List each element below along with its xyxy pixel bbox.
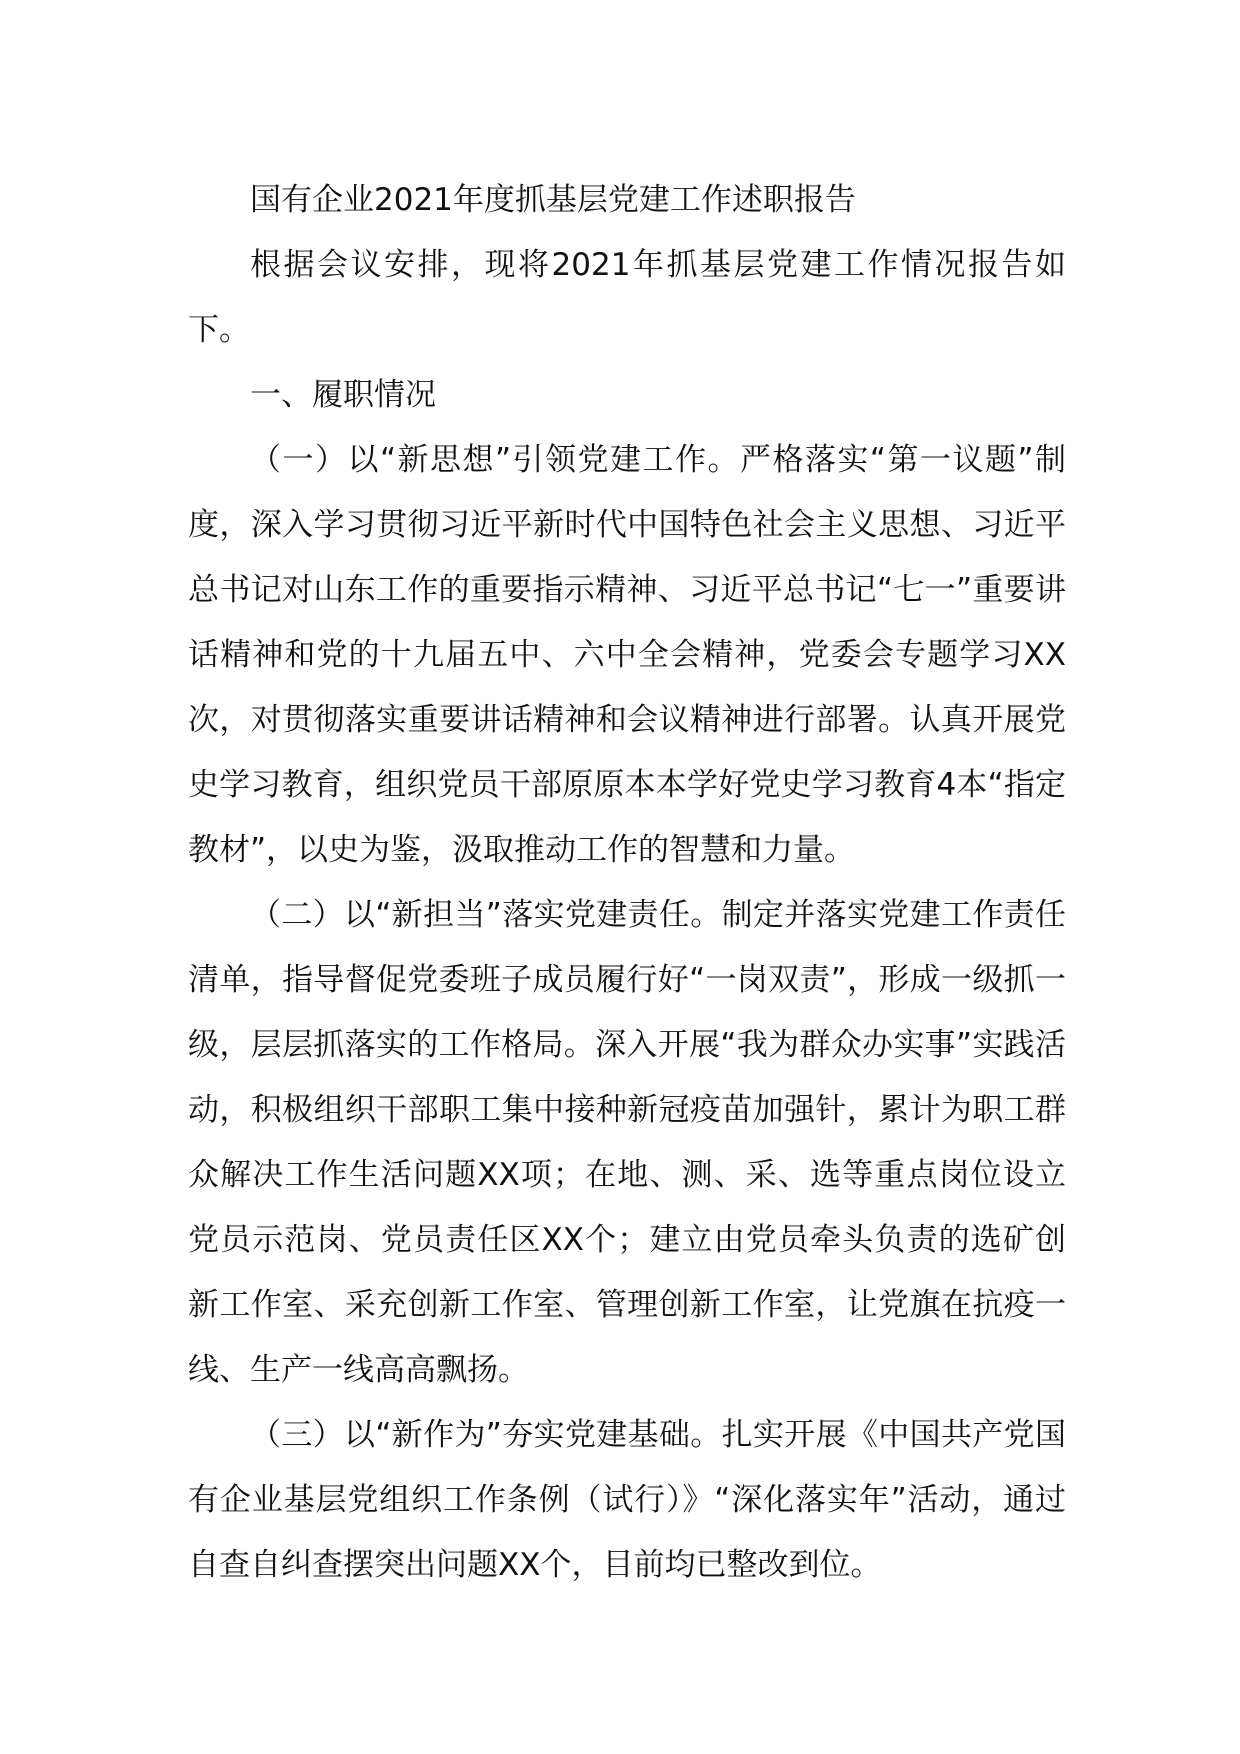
- body-paragraph-3: （三）以“新作为”夯实党建基础。扎实开展《中国共产党国有企业基层党组织工作条例（试行）》“深化落实年”活动，通过自查自纠查摆突出问题XX个，目前均已整改到位。: [188, 1417, 1066, 1583]
- intro-paragraph: 根据会议安排，现将2021年抓基层党建工作情况报告如下。: [188, 247, 1066, 348]
- document-title: 国有企业2021年度抓基层党建工作述职报告: [250, 182, 856, 218]
- document-body: [188, 168, 1066, 1598]
- section-heading: 一、履职情况: [250, 377, 436, 413]
- body-paragraph-2: （二）以“新担当”落实党建责任。制定并落实党建工作责任清单，指导督促党委班子成员履行好“一岗双责”，形成一级抓一级，层层抓落实的工作格局。深入开展“我为群众办实事”实践活动，积极组织干部职工集中接种新冠疫苗加强针，累计为职工群众解决工作生活问题XX项；在地、测、采、选等重点岗位设立党员示范岗、党员责任区XX个；建立由党员牵头负责的选矿创新工作室、采充创新工作室、管理创新工作室，让党旗在抗疫一线、生产一线高高飘扬。: [188, 897, 1066, 1388]
- body-paragraph-1: （一）以“新思想”引领党建工作。严格落实“第一议题”制度，深入学习贯彻习近平新时代中国特色社会主义思想、习近平总书记对山东工作的重要指示精神、习近平总书记“七一”重要讲话精神和党的十九届五中、六中全会精神，党委会专题学习XX次，对贯彻落实重要讲话精神和会议精神进行部署。认真开展党史学习教育，组织党员干部原原本本学好党史学习教育4本“指定教材”，以史为鉴，汲取推动工作的智慧和力量。: [188, 442, 1066, 868]
